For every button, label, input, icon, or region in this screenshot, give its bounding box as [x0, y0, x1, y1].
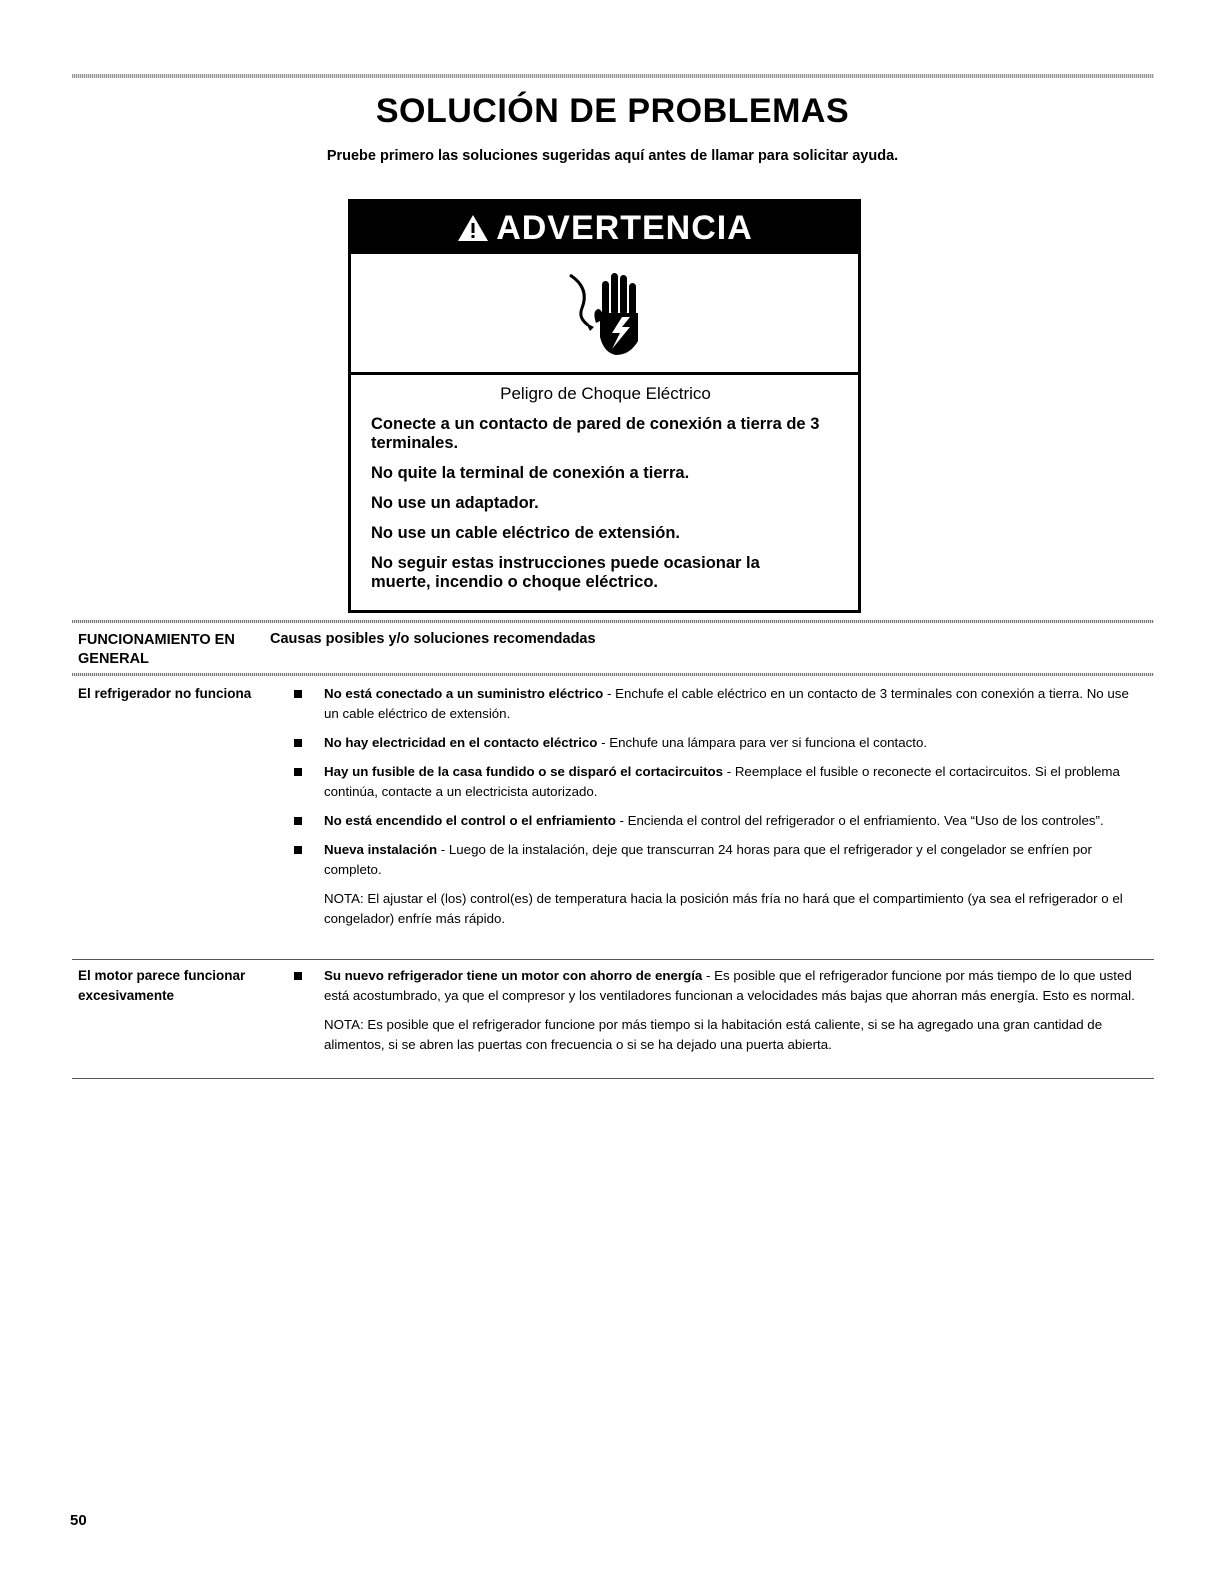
item-cause: No hay electricidad en el contacto eléctrico: [324, 735, 598, 750]
bullet-icon: [294, 768, 302, 776]
item-cause: Nueva instalación: [324, 842, 438, 857]
item-cause: Hay un fusible de la casa fundido o se disparó el cortacircuitos: [324, 764, 724, 779]
warning-body: [351, 375, 858, 592]
bullet-icon: [294, 739, 302, 747]
bullet-icon: [294, 846, 302, 854]
table-top-rule: [72, 620, 1154, 623]
page-subtitle: Pruebe primero las soluciones sugeridas aquí antes de llamar para solicitar ayuda.: [326, 148, 899, 164]
warning-subheading: Peligro de Choque Eléctrico: [500, 384, 711, 403]
item-cause: No está encendido el control o el enfriamiento: [324, 813, 616, 828]
note-label: NOTA:: [324, 1017, 364, 1032]
list-item: [270, 966, 1140, 1006]
item-solution: - Encienda el control del refrigerador o el enfriamiento. Vea “Uso de los controles”.: [615, 813, 1104, 828]
electric-shock-hand-icon: [560, 263, 650, 363]
page-number: 50: [70, 1512, 87, 1529]
item-cause: No está conectado a un suministro eléctrico: [324, 686, 604, 701]
item-solution: - Enchufe el cable eléctrico en un contacto de 3 terminales con conexión a tierra. No use un cable eléctrico de extensión.: [324, 686, 1129, 721]
item-solution: - Luego de la instalación, deje que transcurran 24 horas para que el refrigerador y el congelador se enfríen por completo.: [324, 842, 1092, 877]
note-text: El ajustar el (los) control(es) de temperatura hacia la posición más fría no hará que el compartimiento (ya sea el refrigerador o el congelador) enfríe más rápido.: [324, 891, 1123, 926]
page-title: SOLUCIÓN DE PROBLEMAS: [375, 92, 850, 130]
note: [270, 889, 1140, 929]
note-text: Es posible que el refrigerador funcione por más tiempo si la habitación está caliente, si se ha agregado una gran cantidad de alimentos, si se abren las puertas con frecuencia o si se ha dejado una puerta abierta.: [324, 1017, 1103, 1052]
list-item: [270, 762, 1140, 802]
note: [270, 1015, 1140, 1055]
warning-line: No quite la terminal de conexión a tierra.: [371, 464, 690, 482]
bullet-icon: [294, 690, 302, 698]
table-header-rule: [72, 673, 1154, 676]
warning-box: [348, 199, 861, 613]
list-item: [270, 811, 1140, 831]
item-cause: Su nuevo refrigerador tiene un motor con ahorro de energía: [324, 968, 703, 983]
row-divider: [72, 959, 1154, 960]
warning-line: No seguir estas instrucciones puede ocasionar la muerte, incendio o choque eléctrico.: [371, 554, 760, 591]
warning-line: No use un adaptador.: [371, 494, 539, 512]
warning-line: No use un cable eléctrico de extensión.: [371, 524, 681, 542]
warning-triangle-icon: [456, 213, 490, 243]
list-item: [270, 733, 1140, 753]
warning-icon-area: [351, 254, 858, 375]
note-label: NOTA:: [324, 891, 364, 906]
solutions-list: [270, 966, 1140, 1055]
list-item: [270, 840, 1140, 880]
item-solution: - Enchufe una lámpara para ver si funciona el contacto.: [597, 735, 928, 750]
item-solution: - Reemplace el fusible o reconecte el cortacircuitos. Si el problema continúa, contacte a un electricista autorizado.: [324, 764, 1120, 799]
top-dotted-rule: [72, 74, 1154, 78]
column-header-category: FUNCIONAMIENTO EN GENERAL: [78, 632, 235, 667]
item-solution: - Es posible que el refrigerador funcione por más tiempo de lo que usted está acostumbrado, ya que el compresor y los ventiladores funcionan a velocidades más bajas que ahorran más energía. Esto es normal.: [324, 968, 1135, 1003]
row-title: El refrigerador no funciona: [78, 686, 252, 701]
warning-header: [351, 202, 858, 254]
column-header-solutions: Causas posibles y/o soluciones recomendadas: [270, 631, 596, 647]
warning-line: Conecte a un contacto de pared de conexión a tierra de 3 terminales.: [371, 415, 820, 452]
bullet-icon: [294, 817, 302, 825]
warning-heading: ADVERTENCIA: [496, 208, 753, 247]
solutions-list: [270, 684, 1140, 929]
list-item: [270, 684, 1140, 724]
row-title: El motor parece funcionar excesivamente: [78, 968, 246, 1003]
bullet-icon: [294, 972, 302, 980]
table-bottom-rule: [72, 1078, 1154, 1079]
